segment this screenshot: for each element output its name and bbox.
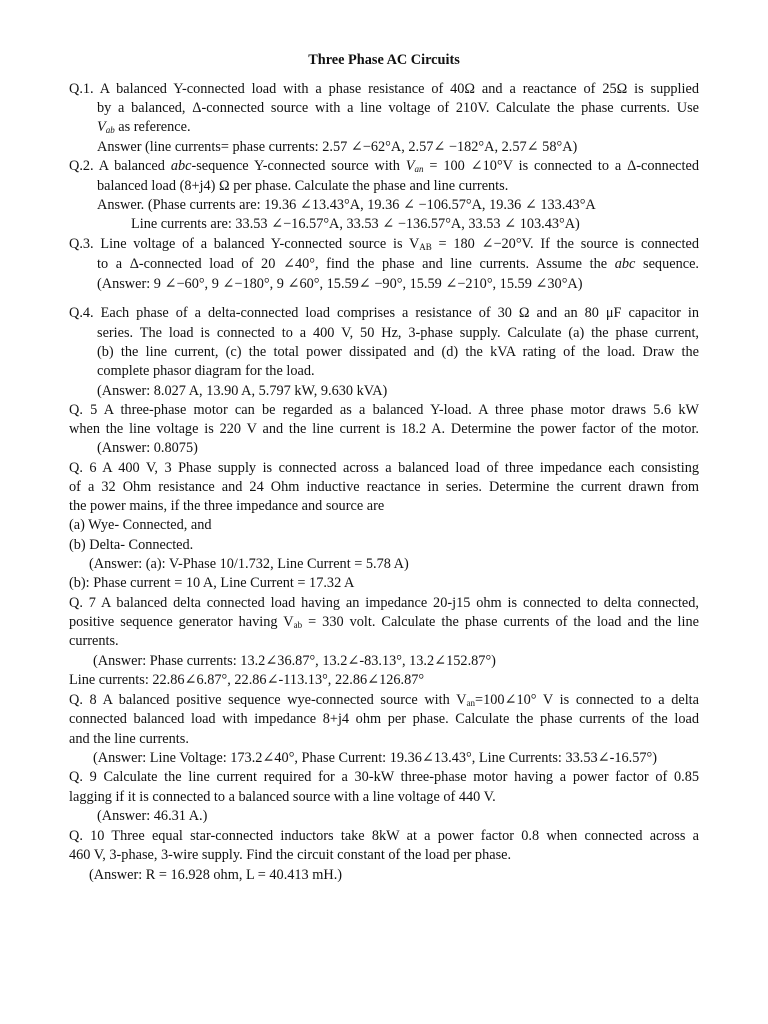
q10-line-1: Q. 10 Three equal star-connected inductors take 8kW at a power factor 0.8 when connected across a (69, 828, 699, 844)
q2-line-1: Q.2. A balanced abc-sequence Y-connected source with $V_{an} = 100$ ∠10°V is connected to a Δ-connected (69, 158, 699, 174)
q1-line-2: by a balanced, Δ-connected source with a line voltage of 210V. Calculate the phase currents. Use (97, 100, 699, 116)
q1-line-3: $V_{ab}$ as reference. (97, 119, 191, 135)
q9-line-2: lagging if it is connected to a balanced source with a line voltage of 440 V. (69, 789, 496, 805)
q8-line-1: Q. 8 A balanced positive sequence wye-connected source with $V_{an}=100\angle 10^\circ$ V is connected to a delta (69, 692, 699, 708)
q4-line-1: Q.4. Each phase of a delta-connected load comprises a resistance of 30 Ω and an 80 μF capacitor in (69, 305, 699, 321)
q6-part-a: (a) Wye- Connected, and (69, 517, 212, 533)
q2-answer-phase: Answer. (Phase currents are: 19.36 ∠13.43°A, 19.36 ∠ −106.57°A, 19.36 ∠ 133.43°A (97, 197, 596, 213)
q7-line-1: Q. 7 A balanced delta connected load having an impedance 20-j15 ohm is connected to delta connected, (69, 595, 699, 611)
q5-line-1: Q. 5 A three-phase motor can be regarded as a balanced Y-load. A three phase motor draws 5.6 kW (69, 402, 699, 418)
q6-line-3: the power mains, if the three impedance and source are (69, 498, 385, 514)
q4-answer: (Answer: 8.027 A, 13.90 A, 5.797 kW, 9.630 kVA) (97, 383, 388, 399)
q6-answer-b: (b): Phase current = 10 A, Line Current = 17.32 A (69, 575, 355, 591)
q5-answer: (Answer: 0.8075) (97, 440, 198, 456)
q2-answer-line: Line currents are: 33.53 ∠−16.57°A, 33.53 ∠ −136.57°A, 33.53 ∠ 103.43°A) (131, 216, 580, 232)
q8-answer: (Answer: Line Voltage: 173.2∠40°, Phase Current: 19.36∠13.43°, Line Currents: 33.53∠-16.57°) (93, 750, 658, 766)
q6-answer-a: (Answer: (a): V-Phase 10/1.732, Line Current = 5.78 A) (89, 556, 409, 572)
q8-line-2: connected balanced load with impedance 8+j4 ohm per phase. Calculate the phase currents of the load (69, 711, 699, 727)
q2-line-2: balanced load (8+j4) Ω per phase. Calculate the phase and line currents. (97, 178, 509, 194)
q4-line-3: (b) the line current, (c) the total power dissipated and (d) the kVA rating of the load. Draw the (97, 344, 699, 360)
q8-line-3: and the line currents. (69, 731, 189, 747)
q10-answer: (Answer: R = 16.928 ohm, L = 40.413 mH.) (89, 867, 343, 883)
q5-line-2: when the line voltage is 220 V and the line current is 18.2 A. Determine the power factor of the motor. (69, 421, 699, 437)
q3-line-2: to a Δ-connected load of 20 ∠40°, find the phase and line currents. Assume the abc sequence. (97, 256, 699, 272)
q7-answer-phase: (Answer: Phase currents: 13.2∠36.87°, 13.2∠-83.13°, 13.2∠152.87°) (93, 653, 496, 669)
q9-answer: (Answer: 46.31 A.) (97, 808, 208, 824)
q7-line-3: currents. (69, 633, 119, 649)
q4-line-4: complete phasor diagram for the load. (97, 363, 315, 379)
q4-line-2: series. The load is connected to a 400 V, 50 Hz, 3-phase supply. Calculate (a) the phase current, (97, 325, 699, 341)
q10-line-2: 460 V, 3-phase, 3-wire supply. Find the circuit constant of the load per phase. (69, 847, 512, 863)
q6-line-2: of a 32 Ohm resistance and 24 Ohm inductive reactance in series. Determine the current drawn from (69, 479, 699, 495)
q6-line-1: Q. 6 A 400 V, 3 Phase supply is connected across a balanced load of three impedance each consisting (69, 460, 699, 476)
q1-answer: Answer (line currents= phase currents: 2.57 ∠−62°A, 2.57∠ −182°A, 2.57∠ 58°A) (97, 139, 578, 155)
page-title: Three Phase AC Circuits (308, 52, 460, 68)
q3-line-1: Q.3. Line voltage of a balanced Y-connected source is $V_{AB} = 180$ ∠−20°V. If the source is connected (69, 236, 699, 252)
q9-line-1: Q. 9 Calculate the line current required for a 30-kW three-phase motor having a power factor of 0.85 (69, 769, 699, 785)
q3-answer: (Answer: 9 ∠−60°, 9 ∠−180°, 9 ∠60°, 15.59∠ −90°, 15.59 ∠−210°, 15.59 ∠30°A) (97, 276, 583, 292)
q1-line-1: Q.1. A balanced Y-connected load with a phase resistance of 40Ω and a reactance of 25Ω is supplied (69, 81, 699, 97)
q6-part-b: (b) Delta- Connected. (69, 537, 194, 553)
q7-line-2: positive sequence generator having $V_{ab} = 330$ volt. Calculate the phase currents of the load and the line (69, 614, 699, 630)
q7-answer-line: Line currents: 22.86∠6.87°, 22.86∠-113.13°, 22.86∠126.87° (69, 672, 425, 688)
